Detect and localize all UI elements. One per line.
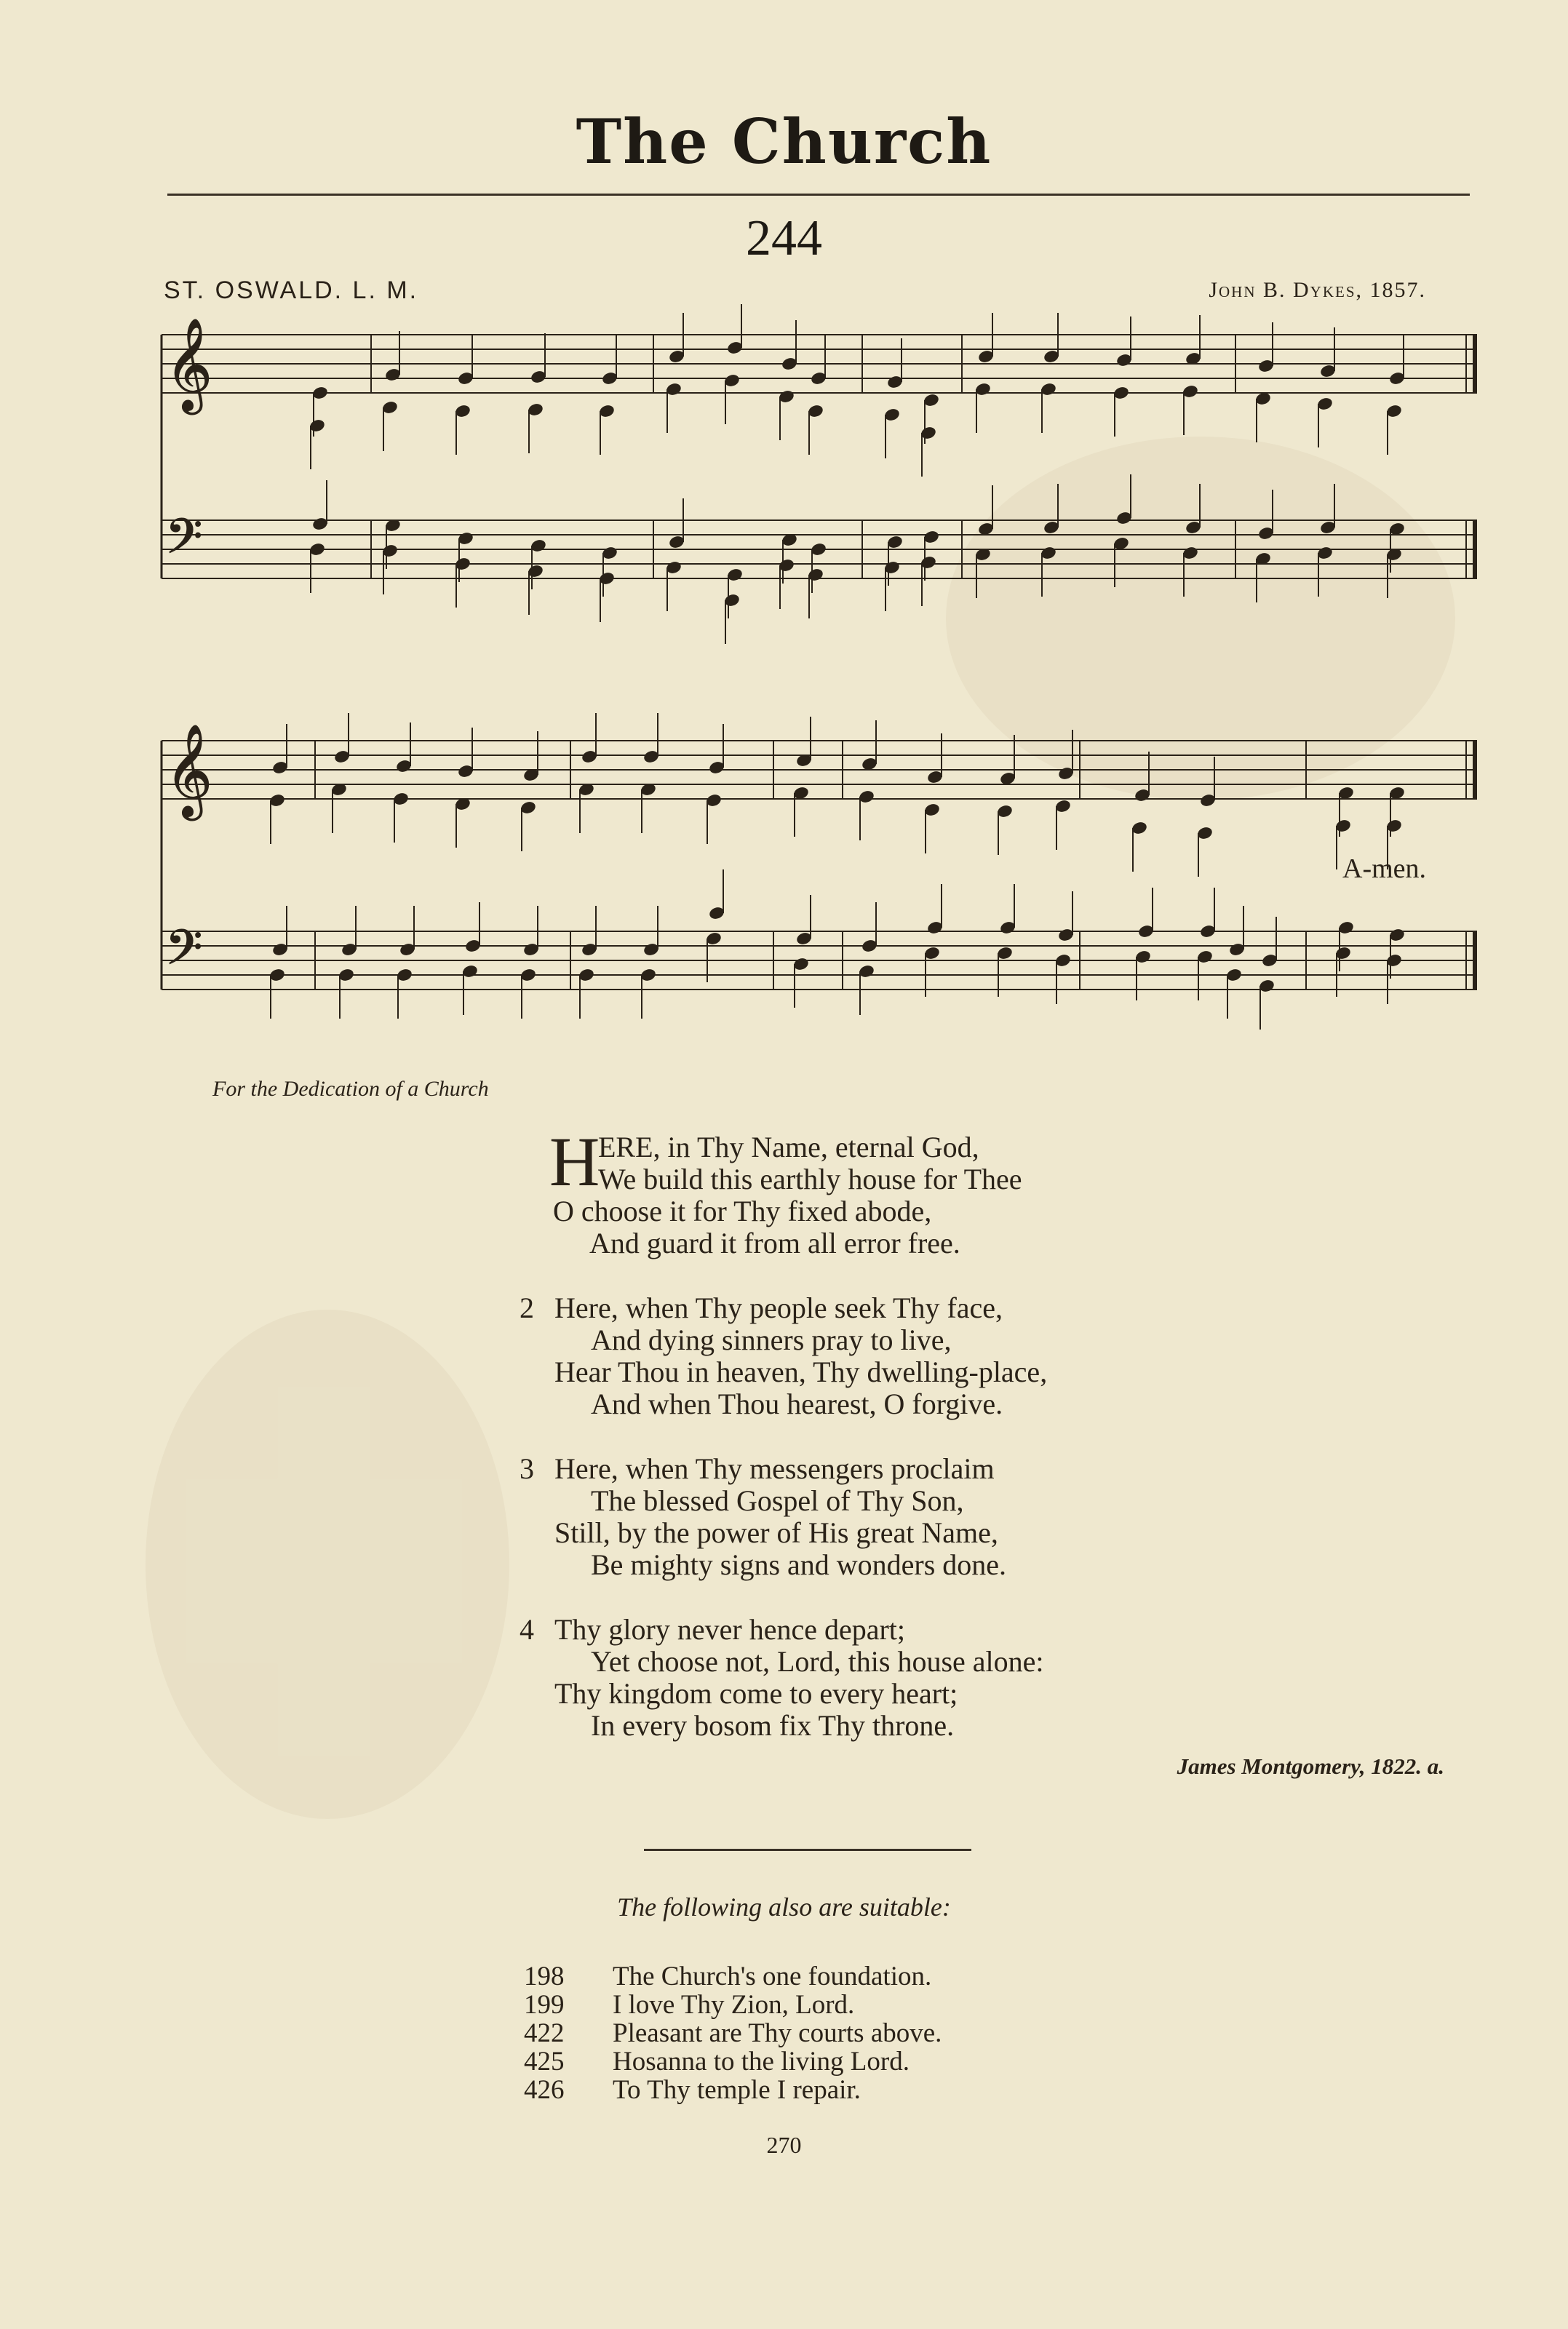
stanza-4 [509,1614,1047,1742]
stanza-line: Thy kingdom come to every heart; [554,1677,958,1710]
hymn-reference-number: 198 [524,1962,565,1991]
hymn-number: 244 [746,210,822,266]
hymn-reference-number: 199 [524,1990,565,2020]
stanza-number: 4 [520,1613,534,1646]
also-suitable-list [524,1962,942,2104]
amen-label: A-men. [1342,853,1427,884]
divider-rule [644,1849,971,1851]
stanza-line: ERE, in Thy Name, eternal God, [598,1131,979,1163]
page-number: 270 [766,2132,802,2158]
hymn-reference-number: 422 [524,2018,565,2048]
occasion-note: For the Dedication of a Church [212,1077,489,1101]
stanza-line: The blessed Gospel of Thy Son, [591,1484,964,1517]
stanza-line: In every bosom fix Thy throne. [591,1709,955,1742]
stanza-line: Be mighty signs and wonders done. [591,1548,1007,1581]
stanza-3 [509,1453,1047,1581]
hymn-reference-title: To Thy temple I repair. [613,2075,861,2105]
tune-name: ST. OSWALD. L. M. [164,276,419,304]
list-item [524,2047,942,2076]
stanza-2 [509,1292,1047,1420]
bass-clef-icon: 𝄢 [165,509,203,576]
composer-credit: John B. Dykes, 1857. [1209,278,1426,302]
stanza-number: 3 [520,1452,534,1485]
author-credit: James Montgomery, 1822. a. [1177,1753,1444,1779]
paper-stain [146,1310,509,1819]
stanza-line: Yet choose not, Lord, this house alone: [591,1645,1044,1678]
stanza-line: Here, when Thy people seek Thy face, [554,1291,1003,1324]
hymn-reference-number: 426 [524,2075,565,2105]
stanza-line: Still, by the power of His great Name, [554,1516,998,1549]
also-suitable-heading: The following also are suitable: [617,1892,951,1922]
list-item [524,2076,942,2104]
bass-clef-icon: 𝄢 [165,920,203,987]
list-item [524,2019,942,2047]
stanza-line: And when Thou hearest, O forgive. [591,1388,1003,1420]
stanza-1 [509,1123,1047,1259]
music-score [0,0,1568,1055]
list-item [524,1991,942,2019]
stanza-line: And dying sinners pray to live, [591,1323,952,1356]
stanza-line: O choose it for Thy fixed abode, [553,1195,932,1227]
stanza-number: 2 [520,1291,534,1324]
hymn-reference-number: 425 [524,2047,565,2077]
section-title: The Church [576,105,992,178]
hymn-reference-title: I love Thy Zion, Lord. [613,1990,855,2020]
hymn-text [509,1123,1048,1775]
stanza-line: Thy glory never hence depart; [554,1613,906,1646]
hymn-reference-title: Hosanna to the living Lord. [613,2047,910,2077]
stanza-line: And guard it from all error free. [589,1227,960,1259]
hymn-reference-title: Pleasant are Thy courts above. [613,2018,942,2048]
stanza-line: Here, when Thy messengers proclaim [554,1452,995,1485]
hymn-reference-title: The Church's one foundation. [613,1962,932,1991]
stanza-line: We build this earthly house for Thee [598,1163,1022,1195]
drop-capital: H [549,1123,600,1201]
list-item [524,1962,942,1991]
stanza-line: Hear Thou in heaven, Thy dwelling-place, [554,1355,1048,1388]
treble-clef-icon: 𝄞 [165,723,213,816]
treble-clef-icon: 𝄞 [165,317,213,410]
